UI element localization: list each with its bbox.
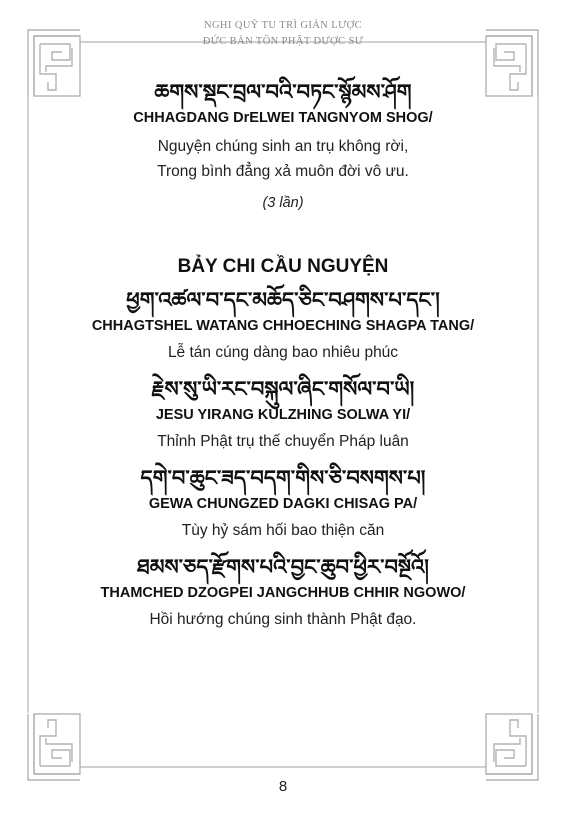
corner-fret-ornament-br	[486, 714, 538, 780]
vietnamese-line: Nguyện chúng sinh an trụ không rời,	[157, 138, 409, 155]
tibetan-line: ཆགས་སྡང་བྲལ་བའི་བཏང་སྙོམས་ཤོག	[154, 80, 412, 104]
tibetan-line: ཐམས་ཅད་རྫོགས་པའི་བྱང་ཆུབ་ཕྱིར་བསྔོའོ།	[137, 555, 429, 579]
tibetan-line: དགེ་བ་ཆུང་ཟད་བདག་གིས་ཅི་བསགས་པ།	[140, 466, 426, 490]
romanized-line: CHHAGDANG DrELWEI TANGNYOM SHOG/	[133, 110, 433, 126]
romanized-line: GEWA CHUNGZED DAGKI CHISAG PA/	[148, 496, 418, 512]
verse-4	[60, 553, 506, 632]
corner-fret-ornament-bl	[28, 714, 80, 780]
repeat-note: (3 lần)	[262, 195, 304, 211]
running-header	[0, 18, 566, 50]
header-line-1: NGHI QUỸ TU TRÌ GIẢN LƯỢC	[203, 20, 363, 31]
page-content	[60, 78, 506, 632]
verse-1	[60, 286, 506, 365]
vietnamese-line: Tùy hỷ sám hối bao thiện căn	[181, 522, 385, 539]
tibetan-line: ཕྱག་འཚལ་བ་དང་མཆོད་ཅིང་བཤགས་པ་དང་།	[126, 288, 440, 312]
romanized-line: THAMCHED DZOGPEI JANGCHHUB CHHIR NGOWO/	[100, 585, 466, 601]
vietnamese-line: Thỉnh Phật trụ thế chuyển Pháp luân	[157, 433, 409, 450]
romanized-line: JESU YIRANG KULZHING SOLWA YI/	[155, 407, 411, 423]
verse-2	[60, 375, 506, 454]
section-title: BẢY CHI CẦU NGUYỆN	[177, 256, 389, 277]
vietnamese-line: Hồi hướng chúng sinh thành Phật đạo.	[149, 611, 417, 628]
verse-3	[60, 464, 506, 543]
romanized-line: CHHAGTSHEL WATANG CHHOECHING SHAGPA TANG/	[91, 318, 475, 334]
vietnamese-line: Lễ tán cúng dàng bao nhiêu phúc	[167, 344, 399, 361]
tibetan-line: རྗེས་སུ་ཡི་རང་བསྐུལ་ཞིང་གསོལ་བ་ཡི།	[151, 377, 415, 401]
verse-block-1	[60, 78, 506, 214]
header-line-2: ĐỨC BẢN TÔN PHẬT DƯỢC SƯ	[202, 36, 364, 47]
page-number: 8	[278, 778, 288, 795]
vietnamese-line: Trong bình đẳng xả muôn đời vô ưu.	[157, 163, 409, 180]
